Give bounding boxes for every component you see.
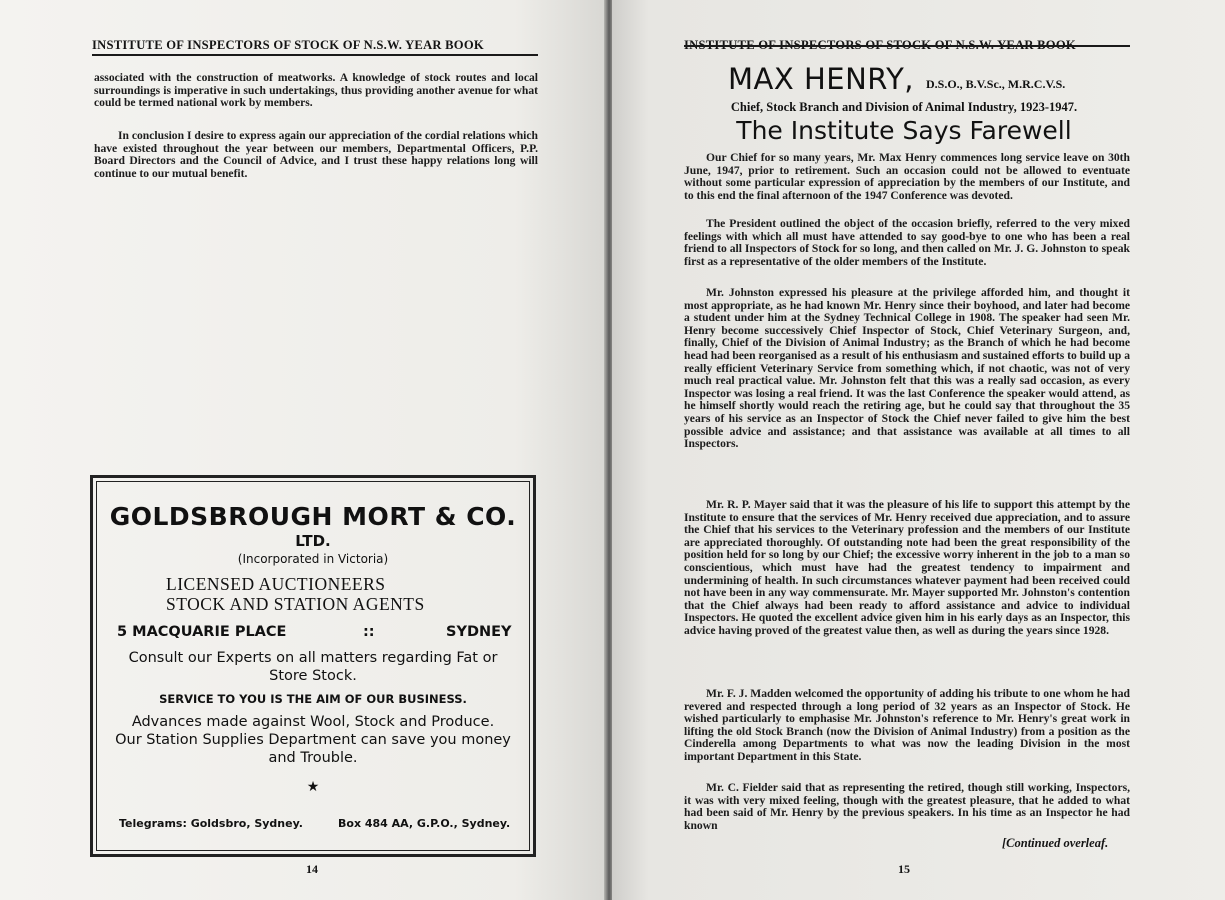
right-page (612, 0, 1225, 900)
ad-post-box: Box 484 AA, G.P.O., Sydney. (338, 817, 511, 830)
paragraph-text: The President outlined the object of the occasion briefly, referred to the very mixed feelings with which all must have attended to say good-bye to one who has been a real friend to all Inspectors of Stock for so long, and then called on Mr. J. G. Johnston to speak first as a representative of the older members of the Institute. (684, 217, 1130, 268)
ad-advances-line-1: Advances made against Wool, Stock and Produce. (131, 714, 495, 730)
article-title: The Institute Says Farewell (736, 116, 1072, 145)
ad-address-right: SYDNEY (446, 624, 512, 640)
honoree-name: MAX HENRY, (728, 62, 914, 96)
ad-service-slogan: SERVICE TO YOU IS THE AIM OF OUR BUSINESS. (159, 692, 467, 706)
ad-address-separator: :: (363, 624, 375, 640)
ad-consult-line-2: Store Stock. (269, 668, 357, 684)
right-paragraph-1 (684, 152, 1130, 202)
left-paragraph-2: In conclusion I desire to express again our appreciation of the cordial relations which have existed throughout the year between our members, Departmental Officers, P.P. Board Directors and the Council of Advice, and I trust these happy relations long will continue to our mutual benefit. (94, 129, 538, 180)
speaker-johnston: Mr. Johnston (706, 286, 774, 299)
right-paragraph-mayer (684, 499, 1130, 638)
paragraph-text: Our Chief for so many years, Mr. Max Henry commences long service leave on 30th June, 1947, prior to retirement. Such an occasion could not be allowed to eventuate without some particular expression of appreciation by the members of our Institute, and to this end the final afternoon of the 1947 Conference was devoted. (684, 151, 1130, 202)
ad-company-name: GOLDSBROUGH MORT & CO. (109, 502, 517, 531)
advertisement-box (90, 475, 536, 857)
paragraph-text: welcomed the opportunity of adding his tribute to one whom he had revered and respected through a long period of 32 years as an Inspector of Stock. He wished particularly to emphasise Mr. Johnston's reference to Mr. Henry's great work in lifting the old Stock Branch (now the Division of Animal Industry) from a position as the Cinderella among Departments to what was now the leading Division in the most important Department in this State. (684, 687, 1130, 763)
speaker-madden: Mr. F. J. Madden (706, 687, 792, 700)
ad-star-ornament: ★ (306, 779, 320, 795)
paragraph-text: said that it was the pleasure of his life to support this attempt by the Institute to ensure that the services of Mr. Henry received due appreciation, and to assure the Chief that his services to the Veterinary profession and the members of our Institute are appreciated thoroughly. Of outstanding note had been the great responsibility of the position held for so long by our Chief; the excessive worry inherent in the job to a man so conscientious, which must have had the greatest tendency to impairment and undermining of health. In such circumstances whatever payment had been received could not have been in any way commensurate. Mr. Mayer supported Mr. Johnston's contention that the Chief always had been ready to afford assistance and advice to individual Inspectors. He quoted the excellent advice given him in his early days as an Inspector, this advice having proved of the greatest value then, as well as during the years since 1928. (684, 498, 1130, 637)
honoree-post-nominals: D.S.O., B.V.Sc., M.R.C.V.S. (926, 77, 1066, 91)
running-head-left: INSTITUTE OF INSPECTORS OF STOCK OF N.S.W. YEAR BOOK (92, 38, 484, 52)
ad-role-line-1: LICENSED AUCTIONEERS (166, 574, 386, 594)
ad-consult-line-1: Consult our Experts on all matters regarding Fat or (128, 650, 498, 666)
continued-overleaf: [Continued overleaf. (1002, 836, 1109, 850)
left-page (0, 0, 606, 900)
left-paragraph-1: associated with the construction of meatworks. A knowledge of stock routes and local surroundings is imperative in such undertakings, thus providing another avenue for what could be termed national work by members. (94, 71, 538, 110)
ad-role-line-2: STOCK AND STATION AGENTS (166, 594, 425, 614)
speaker-fielder: Mr. C. Fielder (706, 781, 778, 794)
right-paragraph-johnston (684, 287, 1130, 451)
paragraph-text: said that as representing the retired, though still working, Inspectors, it was with very mixed feeling, though with the greatest pleasure, that he added to what had been said of Mr. Henry by the previous speakers. In his time as an Inspector he had known (684, 781, 1130, 832)
paragraph-text: expressed his pleasure at the privilege afforded him, and thought it most appropriate, as he had known Mr. Henry since their boyhood, and later had become a student under him at the Sydney Technical College in 1908. The speaker had seen Mr. Henry become successively Chief Inspector of Stock, Chief Veterinary Surgeon, and, finally, Chief of the Division of Animal Industry; as the Branch of which he had become head had been reorganised as a result of his enthusiasm and sustained efforts to build up a really efficient Veterinary Service from something which, if not chaotic, was not of very much real practical value. Mr. Johnston felt that this was a really sad occasion, as every Inspector was losing a real friend. It was the last Conference the speaker would attend, as he himself shortly would reach the retiring age, but he could say that throughout the 35 years of his service as an Inspector of Stock the Chief never failed to give him the best possible advice and assistance; and that assistance was available at all times to all Inspectors. (684, 286, 1131, 451)
honoree-position: Chief, Stock Branch and Division of Animal Industry, 1923-1947. (730, 100, 1078, 114)
head-rule-right (684, 45, 1130, 47)
right-paragraph-madden (684, 688, 1130, 764)
ad-advances-line-2: Our Station Supplies Department can save you money (115, 732, 511, 748)
head-rule-left (92, 54, 538, 56)
ad-incorporated: (Incorporated in Victoria) (237, 552, 389, 566)
running-head-right: INSTITUTE OF INSPECTORS OF STOCK OF N.S.W. YEAR BOOK (684, 38, 1076, 52)
right-paragraph-fielder (684, 782, 1130, 832)
ad-company-suffix: LTD. (295, 532, 331, 550)
ad-advances-line-3: and Trouble. (268, 750, 358, 766)
ad-address-left: 5 MACQUARIE PLACE (117, 624, 287, 640)
page-number-right: 15 (898, 862, 910, 876)
speaker-mayer: Mr. R. P. Mayer (706, 498, 787, 511)
ad-telegrams: Telegrams: Goldsbro, Sydney. (119, 817, 303, 830)
right-paragraph-2 (684, 218, 1130, 268)
page-number-left: 14 (306, 862, 318, 876)
